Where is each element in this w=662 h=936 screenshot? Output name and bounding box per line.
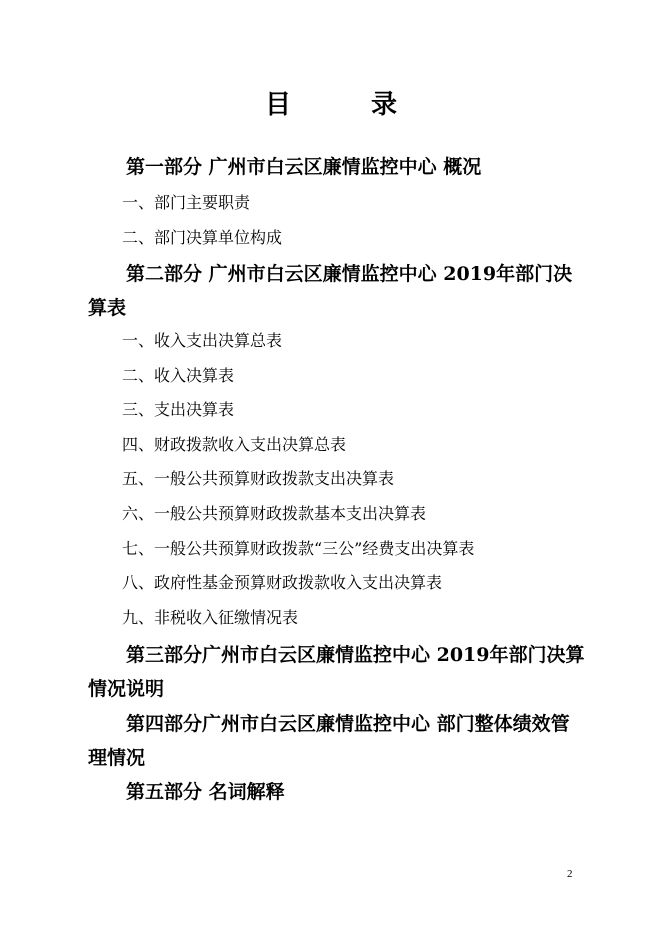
page-number: 2 [567,868,573,880]
toc-item-2-3[interactable]: 三、支出决算表 [122,400,235,419]
toc-title-char-1: 目 [264,90,291,120]
toc-item-2-1[interactable]: 一、收入支出决算总表 [122,331,283,350]
toc-item-2-6[interactable]: 六、一般公共预算财政拨款基本支出决算表 [122,504,427,523]
toc-item-2-8[interactable]: 八、政府性基金预算财政拨款收入支出决算表 [122,573,443,592]
toc-item-2-7[interactable]: 七、一般公共预算财政拨款“三公”经费支出决算表 [122,539,475,558]
toc-title-char-2: 录 [371,90,398,120]
toc-item-2-2[interactable]: 二、收入决算表 [122,366,235,385]
toc-item-1-2[interactable]: 二、部门决算单位构成 [122,228,283,247]
toc-part-2[interactable]: 第二部分 广州市白云区廉情监控中心 2019年部门决算表 [88,263,573,319]
toc-part-4[interactable]: 第四部分广州市白云区廉情监控中心 部门整体绩效管理情况 [88,713,570,769]
toc-title [0,84,662,121]
toc-item-1-1[interactable]: 一、部门主要职责 [122,193,251,212]
toc-item-2-5[interactable]: 五、一般公共预算财政拨款支出决算表 [122,469,395,488]
toc-part-1[interactable]: 第一部分 广州市白云区廉情监控中心 概况 [126,156,482,178]
toc-item-2-9[interactable]: 九、非税收入征缴情况表 [122,608,299,627]
toc-item-2-4[interactable]: 四、财政拨款收入支出决算总表 [122,435,347,454]
toc-part-5[interactable]: 第五部分 名词解释 [126,781,285,803]
toc-part-3[interactable]: 第三部分广州市白云区廉情监控中心 2019年部门决算情况说明 [88,644,585,700]
